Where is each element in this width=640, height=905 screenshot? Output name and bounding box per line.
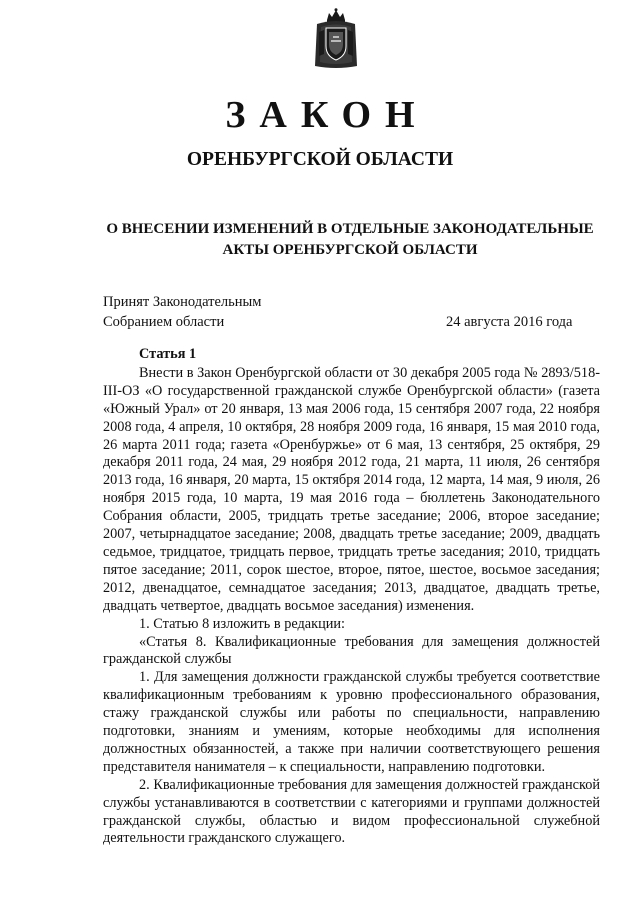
coat-of-arms-emblem (313, 8, 359, 70)
region-title: ОРЕНБУРГСКОЙ ОБЛАСТИ (186, 149, 454, 170)
adopted-by-line-2: Собранием области (103, 314, 225, 330)
quoted-article-heading: «Статья 8. Квалификационные требования для замещения должностей гражданской службы (103, 633, 600, 668)
law-name-line-2: АКТЫ ОРЕНБУРГСКОЙ ОБЛАСТИ (222, 242, 478, 258)
quoted-paragraph-2: 2. Квалификационные требования для замещения должностей гражданской службы устанавливаются в соответствии с категориями и группами должностей гражданской службы, областью и видом профессиональной служебной деятельности гражданского служащего. (103, 776, 600, 847)
adopted-by (103, 292, 363, 332)
adoption-date: 24 августа 2016 года (446, 314, 573, 330)
quoted-paragraph-1: 1. Для замещения должности гражданской службы требуется соответствие квалификационным требованиям к уровню профессионального образования, стажу гражданской службы или работы по специальности, направлению подготовки, знаниям и умениям, которые необходимы для исполнения должностных обязанностей, а также при наличии соответствующего решения представителя нанимателя – к специальности, направлению подготовки. (103, 669, 600, 775)
law-name (80, 219, 620, 261)
article-heading: Статья 1 (139, 346, 197, 362)
article-intro-paragraph: Внести в Закон Оренбургской области от 30 декабря 2005 года № 2893/518-III-ОЗ «О государственной гражданской службе Оренбургской области» (газета «Южный Урал» от 20 января, 13 мая 2006 года, 15 сентября 2007 года, 22 ноября 2008 года, 4 апреля, 10 октября, 28 ноября 2009 года, 16 января, 15 мая 2010 года, 26 марта 2011 года; газета «Оренбуржье» от 6 мая, 13 сентября, 25 октября, 29 декабря 2011 года, 24 мая, 29 ноября 2012 года, 21 марта, 11 июля, 26 сентября 2013 года, 16 января, 20 марта, 15 октября 2014 года, 12 марта, 14 мая, 9 июля, 26 ноября 2015 года, 10 марта, 19 мая 2016 года – бюллетень Законодательного Собрания области, 2005, тридцать третье заседание; 2006, второе заседание; 2007, четырнадцатое заседание; 2008, двадцать третье заседание; 2009, двадцать седьмое, тридцатое, тридцать первое, тридцать третье заседания; 2010, тридцать пятое заседание; 2011, сорок шестое, второе, пятое, шестое, восьмое заседания; 2012, двенадцатое, семнадцатое заседания; 2013, двадцатое, двадцать третье, двадцать четвертое, двадцать восьмое заседания) изменения. (103, 364, 600, 614)
law-name-line-1: О ВНЕСЕНИИ ИЗМЕНЕНИЙ В ОТДЕЛЬНЫЕ ЗАКОНОДАТЕЛЬНЫЕ (106, 221, 594, 237)
adopted-by-line-1: Принят Законодательным (103, 294, 262, 310)
amendment-item-1: 1. Статью 8 изложить в редакции: (139, 615, 346, 632)
document-title: ЗАКОН (225, 94, 429, 136)
document-body (103, 346, 600, 848)
